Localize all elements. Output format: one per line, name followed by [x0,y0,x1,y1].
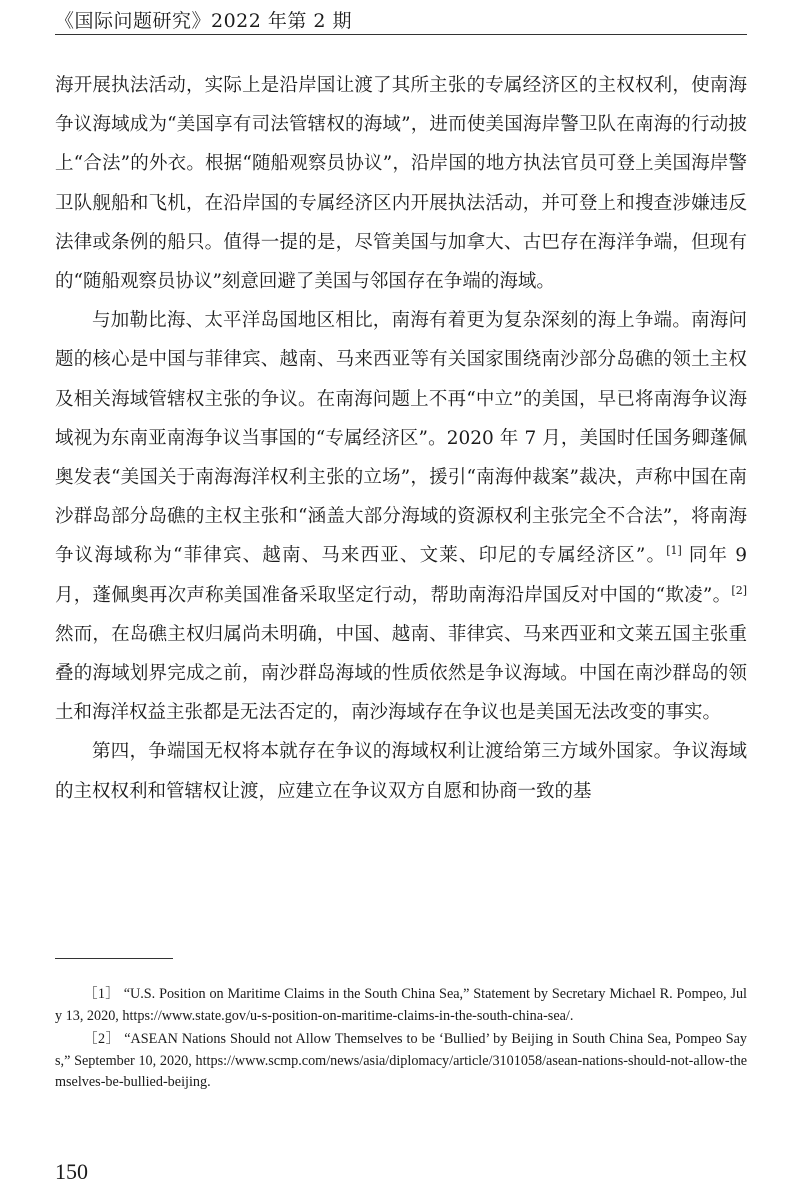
paragraph-2-text-b: 同年 9 月，蓬佩奥再次声称美国准备采取坚定行动，帮助南海沿岸国反对中国的“欺凌”。 [55,545,747,606]
paragraph-2 [55,301,747,732]
journal-title: 《国际问题研究》2022 年第 2 期 [55,10,353,32]
footnotes [55,984,747,1096]
paragraph-3: 第四，争端国无权将本就存在争议的海域权利让渡给第三方域外国家。争议海域的主权权利和管辖权让渡，应建立在争议双方自愿和协商一致的基 [55,741,747,802]
footnote-ref-1[interactable]: [1] [666,544,682,558]
page-number: 150 [55,1159,88,1184]
paragraph-2-text-c: 然而，在岛礁主权归属尚未明确，中国、越南、菲律宾、马来西亚和文莱五国主张重叠的海域划界完成之前，南沙群岛海域的性质依然是争议海域。中国在南沙群岛的领土和海洋权益主张都是无法否定的，南沙海域存在争议也是美国无法改变的事实。 [55,623,747,724]
running-header [55,4,747,35]
footnote-text: “ASEAN Nations Should not Allow Themselves to be ‘Bullied’ by Beijing in South China Sea, Pompeo Says,” September 10, 2020, https://www.scmp.com/news/asia/diplomacy/article/3101058/asean-nations-should-not-allow-themselves-be-bullied-beijing. [55,1031,747,1090]
footnote-mark: ［2］ [83,1031,121,1047]
footnote-mark: ［1］ [83,986,120,1002]
footnote-divider [55,958,173,959]
article-body [55,66,747,811]
paragraph-2-text-a: 与加勒比海、太平洋岛国地区相比，南海有着更为复杂深刻的海上争端。南海问题的核心是中国与菲律宾、越南、马来西亚等有关国家围绕南沙部分岛礁的领土主权及相关海域管辖权主张的争议。在南海问题上不再“中立”的美国，早已将南海争议海域视为东南亚南海争议当事国的“专属经济区”。2020 年 7 月，美国时任国务卿蓬佩奥发表“美国关于南海海洋权利主张的立场”，援引“南海仲裁案”裁决，声称中国在南沙群岛部分岛礁的主权主张和“涵盖大部分海域的资源权利主张完全不合法”，将南海争议海域称为“菲律宾、越南、马来西亚、文莱、印尼的专属经济区”。 [55,310,747,567]
footnote-ref-2[interactable]: [2] [731,583,747,597]
paragraph-1: 海开展执法活动，实际上是沿岸国让渡了其所主张的专属经济区的主权权利，使南海争议海域成为“美国享有司法管辖权的海域”，进而使美国海岸警卫队在南海的行动披上“合法”的外衣。根据“随船观察员协议”，沿岸国的地方执法官员可登上美国海岸警卫队舰船和飞机，在沿岸国的专属经济区内开展执法活动，并可登上和搜查涉嫌违反法律或条例的船只。值得一提的是，尽管美国与加拿大、古巴存在海洋争端，但现有的“随船观察员协议”刻意回避了美国与邻国存在争端的海域。 [55,75,747,293]
footnote-1 [55,984,747,1027]
footnote-text: “U.S. Position on Maritime Claims in the South China Sea,” Statement by Secretary Michael R. Pompeo, July 13, 2020, https://www.state.gov/u-s-position-on-maritime-claims-in-the-south-china-sea/. [55,986,748,1024]
footnote-2 [55,1029,747,1094]
